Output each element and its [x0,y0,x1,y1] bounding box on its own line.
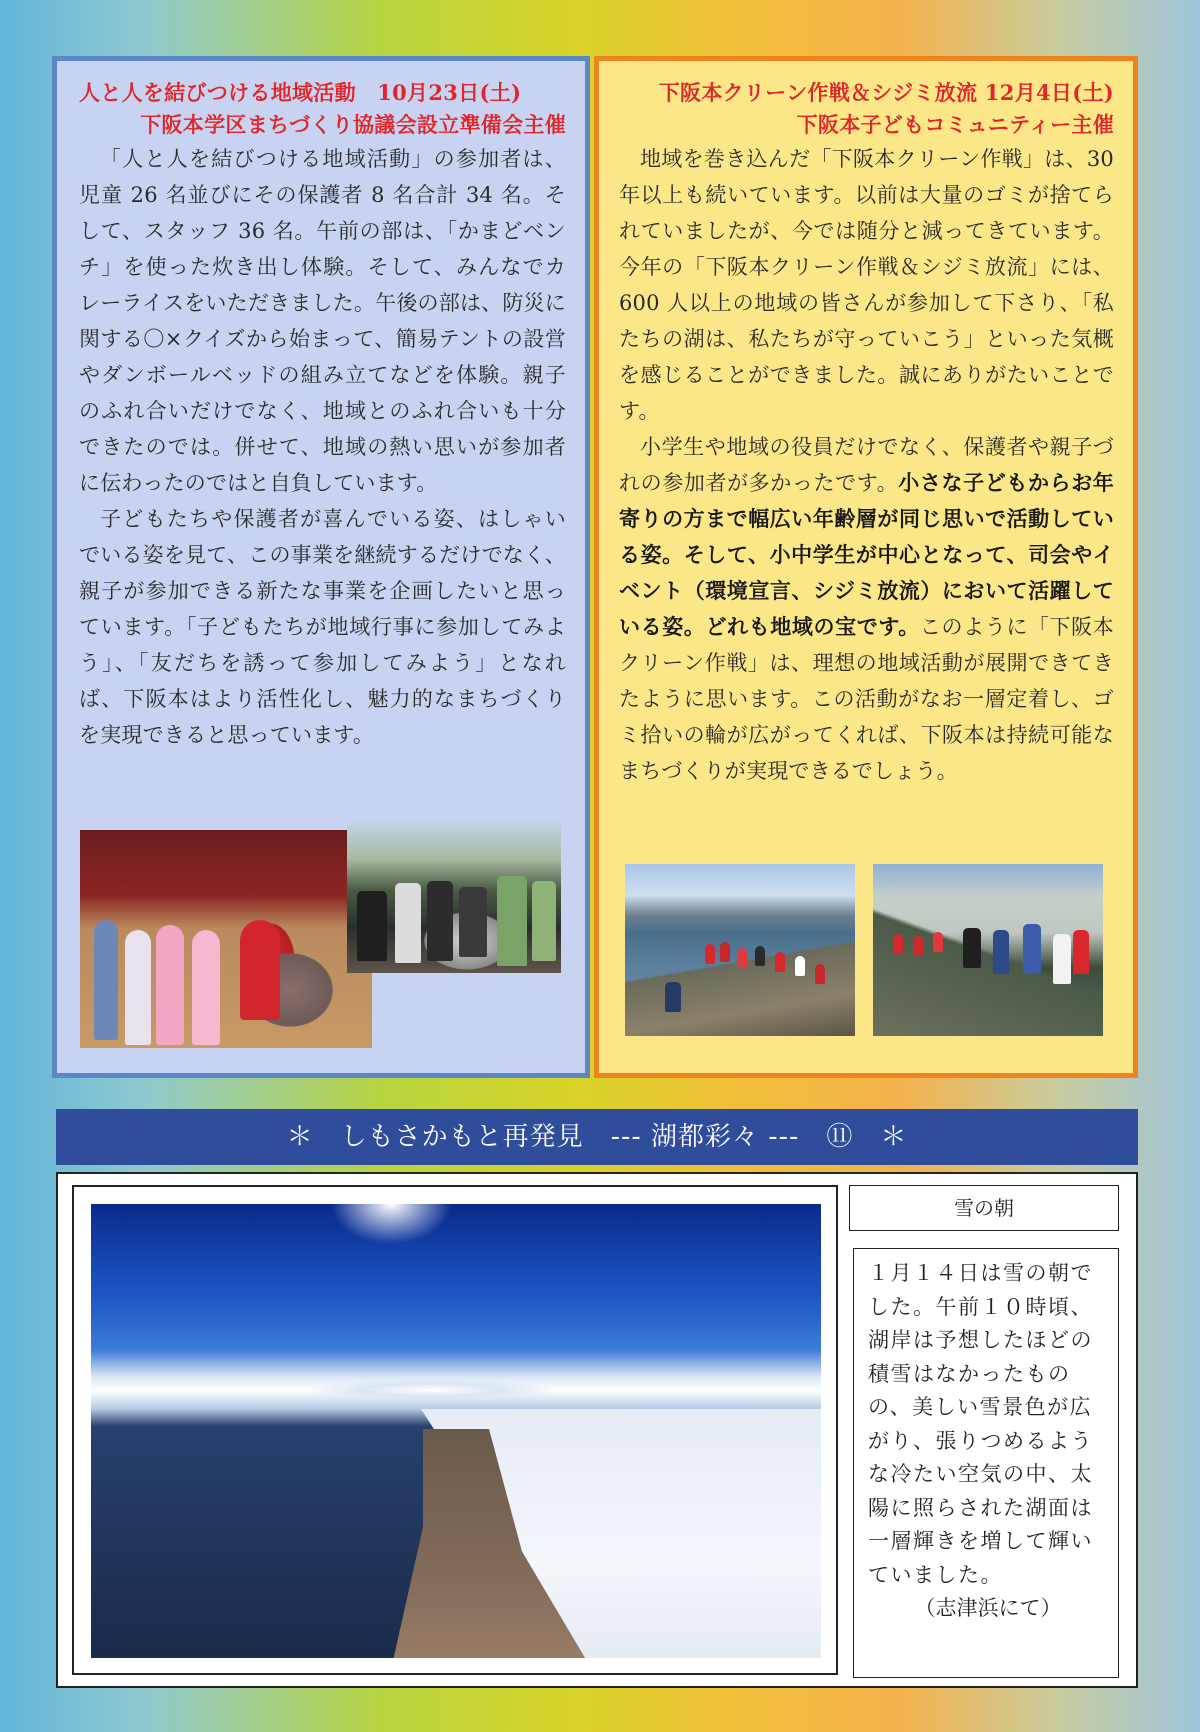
left-article-paragraph: 子どもたちや保護者が喜んでいる姿、はしゃいでいる姿を見て、この事業を継続するだけでなく、親子が参加できる新たな事業を企画したいと思っています。「子どもたちが地域行事に参加してみよう」、「友だちを誘って参加してみよう」となれば、下阪本はより活性化し、魅力的なまちづくりを実現できると思っています。 [79,507,566,747]
feature-location: （志津浜にて） [914,1596,1062,1620]
feature-caption-text: １月１４日は雪の朝でした。午前１０時頃、湖岸は予想したほどの積雪はなかったものの、美しい雪景色が広がり、張りつめるような冷たい空気の中、太陽に照らされた湖面は一層輝きを増して輝いていました。 [868,1261,1093,1587]
section-banner: ＊ しもさかもと再発見 --- 湖都彩々 --- ⑪ ＊ [56,1109,1138,1165]
tent-setup-photo [80,830,372,1048]
feature-title: 雪の朝 [849,1185,1119,1231]
right-article-paragraph: 地域を巻き込んだ「下阪本クリーン作戦」は、30 年以上も続いています。以前は大量のゴミが捨てられていましたが、今では随分と減ってきています。今年の「下阪本クリーン作戦＆シジミ放流」には、600 人以上の地域の皆さんが参加して下さり、「私たちの湖は、私たちが守っていこう」といった気概を感じることができました。誠にありがたいことです。 [619,147,1114,423]
snowy-lake-photo [91,1204,821,1658]
right-article-heading: 下阪本クリーン作戦＆シジミ放流 12月4日(土) [658,80,1114,105]
right-article-body [619,141,1114,789]
left-article-heading: 人と人を結びつける地域活動 10月23日(土) [79,80,522,105]
feature-box [56,1172,1138,1688]
right-article-organizer: 下阪本子どもコミュニティー主催 [796,112,1114,137]
right-article-paragraph [619,429,1114,789]
left-article-body [79,141,566,753]
left-article-organizer: 下阪本学区まちづくり協議会設立準備会主催 [140,112,566,137]
cleanup-shore-photo [625,864,855,1036]
paragraph-text: 小学生や地域の役員だけでなく、保護者や親子づれの参加者が多かったです。 [619,435,1114,495]
emphasized-text: 小さな子どもからお年寄りの方まで幅広い年齢層が同じ思いで活動している姿。そして、小中学生が中心となって、司会やイベント（環境宣言、シジミ放流）において活躍している姿。どれも地域の宝です。 [619,471,1115,639]
paragraph-text: このように「下阪本クリーン作戦」は、理想の地域活動が展開できてきたように思います。この活動がなお一層定着し、ゴミ拾いの輪が広がってくれば、下阪本は持続可能なまちづくりが実現できるでしょう。 [619,615,1114,783]
cooking-bench-photo [347,821,561,973]
left-article-paragraph: 「人と人を結びつける地域活動」の参加者は、児童 26 名並びにその保護者 8 名合計 34 名。そして、スタッフ 36 名。午前の部は、「かまどベンチ」を使った炊き出し体験。そして、みんなでカレーライスをいただきました。午後の部は、防災に関する〇×クイズから始まって、簡易テントの設営やダンボールベッドの組み立てなどを体験。親子のふれ合いだけでなく、地域とのふれ合いも十分できたのでは。併せて、地域の熱い思いが参加者に伝わったのではと自負しています。 [79,147,566,495]
lake-sparkle [311,1379,551,1401]
cleanup-crowd-photo [873,864,1103,1036]
feature-caption [853,1248,1119,1678]
photo-frame [72,1185,838,1675]
